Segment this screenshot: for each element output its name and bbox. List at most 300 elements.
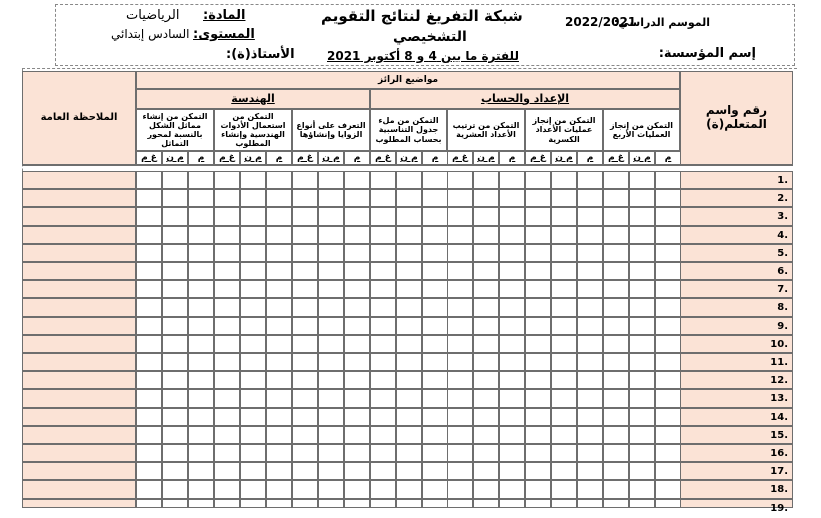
grade-cell[interactable]	[577, 371, 603, 389]
grade-cell[interactable]	[136, 207, 162, 225]
grade-cell[interactable]	[318, 335, 344, 353]
grade-cell[interactable]	[292, 244, 318, 262]
grade-cell[interactable]	[603, 189, 629, 207]
grade-cell[interactable]	[629, 226, 655, 244]
grade-cell[interactable]	[447, 389, 473, 407]
grade-cell[interactable]	[473, 499, 499, 508]
grade-cell[interactable]	[240, 280, 266, 298]
grade-cell[interactable]	[214, 317, 240, 335]
grade-cell[interactable]	[214, 244, 240, 262]
grade-cell[interactable]	[136, 480, 162, 498]
grade-cell[interactable]	[162, 317, 188, 335]
remarks-cell[interactable]	[22, 262, 136, 280]
grade-cell[interactable]	[499, 480, 525, 498]
grade-cell[interactable]	[292, 262, 318, 280]
grade-cell[interactable]	[396, 226, 422, 244]
grade-cell[interactable]	[266, 499, 292, 508]
grade-cell[interactable]	[344, 408, 370, 426]
grade-cell[interactable]	[370, 244, 396, 262]
grade-cell[interactable]	[577, 426, 603, 444]
grade-cell[interactable]	[370, 262, 396, 280]
grade-cell[interactable]	[499, 426, 525, 444]
grade-cell[interactable]	[551, 353, 577, 371]
grade-cell[interactable]	[240, 480, 266, 498]
grade-cell[interactable]	[577, 389, 603, 407]
grade-cell[interactable]	[344, 280, 370, 298]
grade-cell[interactable]	[136, 226, 162, 244]
grade-cell[interactable]	[370, 207, 396, 225]
grade-cell[interactable]	[577, 444, 603, 462]
grade-cell[interactable]	[603, 280, 629, 298]
grade-cell[interactable]	[396, 389, 422, 407]
grade-cell[interactable]	[525, 408, 551, 426]
grade-cell[interactable]	[396, 426, 422, 444]
grade-cell[interactable]	[655, 335, 681, 353]
grade-cell[interactable]	[525, 244, 551, 262]
grade-cell[interactable]	[655, 280, 681, 298]
grade-cell[interactable]	[473, 226, 499, 244]
grade-cell[interactable]	[240, 335, 266, 353]
grade-cell[interactable]	[603, 262, 629, 280]
grade-cell[interactable]	[370, 353, 396, 371]
grade-cell[interactable]	[344, 262, 370, 280]
student-name-cell[interactable]	[680, 335, 793, 353]
grade-cell[interactable]	[603, 444, 629, 462]
grade-cell[interactable]	[577, 280, 603, 298]
grade-cell[interactable]	[188, 244, 214, 262]
grade-cell[interactable]	[162, 462, 188, 480]
grade-cell[interactable]	[655, 499, 681, 508]
grade-cell[interactable]	[266, 462, 292, 480]
grade-cell[interactable]	[292, 298, 318, 316]
grade-cell[interactable]	[240, 244, 266, 262]
remarks-cell[interactable]	[22, 499, 136, 508]
grade-cell[interactable]	[188, 480, 214, 498]
grade-cell[interactable]	[136, 189, 162, 207]
grade-cell[interactable]	[603, 317, 629, 335]
grade-cell[interactable]	[655, 353, 681, 371]
grade-cell[interactable]	[473, 280, 499, 298]
grade-cell[interactable]	[629, 371, 655, 389]
grade-cell[interactable]	[292, 317, 318, 335]
grade-cell[interactable]	[240, 426, 266, 444]
grade-cell[interactable]	[447, 226, 473, 244]
grade-cell[interactable]	[396, 298, 422, 316]
grade-cell[interactable]	[266, 335, 292, 353]
grade-cell[interactable]	[188, 371, 214, 389]
grade-cell[interactable]	[551, 280, 577, 298]
grade-cell[interactable]	[240, 499, 266, 508]
grade-cell[interactable]	[240, 371, 266, 389]
grade-cell[interactable]	[422, 408, 448, 426]
grade-cell[interactable]	[162, 426, 188, 444]
grade-cell[interactable]	[473, 207, 499, 225]
grade-cell[interactable]	[629, 298, 655, 316]
grade-cell[interactable]	[473, 480, 499, 498]
grade-cell[interactable]	[396, 244, 422, 262]
student-name-cell[interactable]	[680, 262, 793, 280]
grade-cell[interactable]	[447, 189, 473, 207]
grade-cell[interactable]	[603, 353, 629, 371]
grade-cell[interactable]	[447, 262, 473, 280]
grade-cell[interactable]	[577, 462, 603, 480]
grade-cell[interactable]	[577, 298, 603, 316]
grade-cell[interactable]	[214, 207, 240, 225]
grade-cell[interactable]	[629, 317, 655, 335]
grade-cell[interactable]	[292, 189, 318, 207]
grade-cell[interactable]	[136, 171, 162, 189]
grade-cell[interactable]	[318, 371, 344, 389]
grade-cell[interactable]	[292, 371, 318, 389]
remarks-cell[interactable]	[22, 244, 136, 262]
grade-cell[interactable]	[447, 426, 473, 444]
grade-cell[interactable]	[162, 499, 188, 508]
grade-cell[interactable]	[422, 280, 448, 298]
remarks-cell[interactable]	[22, 280, 136, 298]
grade-cell[interactable]	[266, 207, 292, 225]
grade-cell[interactable]	[344, 444, 370, 462]
grade-cell[interactable]	[162, 408, 188, 426]
grade-cell[interactable]	[344, 426, 370, 444]
grade-cell[interactable]	[214, 389, 240, 407]
grade-cell[interactable]	[603, 371, 629, 389]
grade-cell[interactable]	[162, 171, 188, 189]
grade-cell[interactable]	[370, 171, 396, 189]
grade-cell[interactable]	[525, 317, 551, 335]
grade-cell[interactable]	[447, 408, 473, 426]
grade-cell[interactable]	[136, 499, 162, 508]
grade-cell[interactable]	[629, 189, 655, 207]
remarks-cell[interactable]	[22, 389, 136, 407]
grade-cell[interactable]	[370, 335, 396, 353]
grade-cell[interactable]	[551, 480, 577, 498]
student-name-cell[interactable]	[680, 462, 793, 480]
grade-cell[interactable]	[603, 335, 629, 353]
grade-cell[interactable]	[344, 298, 370, 316]
grade-cell[interactable]	[188, 262, 214, 280]
student-name-cell[interactable]	[680, 280, 793, 298]
grade-cell[interactable]	[603, 389, 629, 407]
grade-cell[interactable]	[499, 244, 525, 262]
grade-cell[interactable]	[240, 353, 266, 371]
grade-cell[interactable]	[162, 244, 188, 262]
grade-cell[interactable]	[240, 444, 266, 462]
grade-cell[interactable]	[655, 371, 681, 389]
grade-cell[interactable]	[396, 408, 422, 426]
grade-cell[interactable]	[292, 408, 318, 426]
grade-cell[interactable]	[396, 262, 422, 280]
grade-cell[interactable]	[525, 335, 551, 353]
student-name-cell[interactable]	[680, 408, 793, 426]
grade-cell[interactable]	[473, 426, 499, 444]
grade-cell[interactable]	[136, 335, 162, 353]
grade-cell[interactable]	[318, 298, 344, 316]
grade-cell[interactable]	[525, 353, 551, 371]
student-name-cell[interactable]	[680, 426, 793, 444]
student-name-cell[interactable]	[680, 480, 793, 498]
grade-cell[interactable]	[240, 262, 266, 280]
grade-cell[interactable]	[136, 280, 162, 298]
grade-cell[interactable]	[577, 335, 603, 353]
grade-cell[interactable]	[344, 171, 370, 189]
grade-cell[interactable]	[318, 226, 344, 244]
grade-cell[interactable]	[447, 353, 473, 371]
grade-cell[interactable]	[318, 317, 344, 335]
grade-cell[interactable]	[318, 171, 344, 189]
student-name-cell[interactable]	[680, 244, 793, 262]
student-name-cell[interactable]	[680, 317, 793, 335]
grade-cell[interactable]	[499, 317, 525, 335]
grade-cell[interactable]	[266, 244, 292, 262]
grade-cell[interactable]	[214, 171, 240, 189]
grade-cell[interactable]	[292, 335, 318, 353]
grade-cell[interactable]	[188, 207, 214, 225]
grade-cell[interactable]	[551, 262, 577, 280]
grade-cell[interactable]	[422, 426, 448, 444]
grade-cell[interactable]	[422, 244, 448, 262]
grade-cell[interactable]	[136, 298, 162, 316]
grade-cell[interactable]	[266, 444, 292, 462]
grade-cell[interactable]	[447, 171, 473, 189]
grade-cell[interactable]	[525, 226, 551, 244]
grade-cell[interactable]	[577, 262, 603, 280]
grade-cell[interactable]	[318, 389, 344, 407]
grade-cell[interactable]	[136, 444, 162, 462]
remarks-cell[interactable]	[22, 226, 136, 244]
grade-cell[interactable]	[396, 207, 422, 225]
grade-cell[interactable]	[603, 171, 629, 189]
grade-cell[interactable]	[370, 444, 396, 462]
grade-cell[interactable]	[136, 462, 162, 480]
grade-cell[interactable]	[551, 444, 577, 462]
grade-cell[interactable]	[525, 298, 551, 316]
remarks-cell[interactable]	[22, 335, 136, 353]
grade-cell[interactable]	[499, 462, 525, 480]
grade-cell[interactable]	[577, 189, 603, 207]
grade-cell[interactable]	[188, 335, 214, 353]
grade-cell[interactable]	[603, 426, 629, 444]
grade-cell[interactable]	[214, 280, 240, 298]
grade-cell[interactable]	[422, 353, 448, 371]
grade-cell[interactable]	[422, 480, 448, 498]
grade-cell[interactable]	[473, 335, 499, 353]
grade-cell[interactable]	[473, 389, 499, 407]
grade-cell[interactable]	[370, 389, 396, 407]
grade-cell[interactable]	[447, 207, 473, 225]
student-name-cell[interactable]	[680, 499, 793, 514]
grade-cell[interactable]	[214, 189, 240, 207]
grade-cell[interactable]	[214, 262, 240, 280]
grade-cell[interactable]	[396, 280, 422, 298]
grade-cell[interactable]	[499, 389, 525, 407]
remarks-cell[interactable]	[22, 480, 136, 498]
grade-cell[interactable]	[603, 298, 629, 316]
grade-cell[interactable]	[422, 389, 448, 407]
grade-cell[interactable]	[162, 371, 188, 389]
grade-cell[interactable]	[370, 408, 396, 426]
grade-cell[interactable]	[370, 426, 396, 444]
student-name-cell[interactable]	[680, 171, 793, 189]
grade-cell[interactable]	[396, 317, 422, 335]
grade-cell[interactable]	[136, 371, 162, 389]
grade-cell[interactable]	[188, 408, 214, 426]
grade-cell[interactable]	[473, 462, 499, 480]
grade-cell[interactable]	[447, 335, 473, 353]
grade-cell[interactable]	[629, 244, 655, 262]
grade-cell[interactable]	[499, 189, 525, 207]
grade-cell[interactable]	[136, 244, 162, 262]
remarks-cell[interactable]	[22, 207, 136, 225]
grade-cell[interactable]	[266, 171, 292, 189]
grade-cell[interactable]	[188, 444, 214, 462]
grade-cell[interactable]	[266, 317, 292, 335]
grade-cell[interactable]	[551, 189, 577, 207]
grade-cell[interactable]	[344, 462, 370, 480]
grade-cell[interactable]	[422, 335, 448, 353]
grade-cell[interactable]	[499, 371, 525, 389]
grade-cell[interactable]	[162, 226, 188, 244]
grade-cell[interactable]	[370, 462, 396, 480]
grade-cell[interactable]	[292, 426, 318, 444]
grade-cell[interactable]	[344, 207, 370, 225]
grade-cell[interactable]	[655, 244, 681, 262]
grade-cell[interactable]	[447, 462, 473, 480]
grade-cell[interactable]	[603, 244, 629, 262]
grade-cell[interactable]	[266, 371, 292, 389]
grade-cell[interactable]	[240, 298, 266, 316]
student-name-cell[interactable]	[680, 371, 793, 389]
grade-cell[interactable]	[162, 262, 188, 280]
grade-cell[interactable]	[370, 226, 396, 244]
grade-cell[interactable]	[188, 389, 214, 407]
grade-cell[interactable]	[525, 262, 551, 280]
grade-cell[interactable]	[655, 226, 681, 244]
grade-cell[interactable]	[551, 389, 577, 407]
grade-cell[interactable]	[344, 499, 370, 508]
grade-cell[interactable]	[292, 226, 318, 244]
remarks-cell[interactable]	[22, 408, 136, 426]
grade-cell[interactable]	[370, 298, 396, 316]
grade-cell[interactable]	[603, 408, 629, 426]
grade-cell[interactable]	[473, 262, 499, 280]
grade-cell[interactable]	[214, 335, 240, 353]
grade-cell[interactable]	[266, 408, 292, 426]
grade-cell[interactable]	[396, 462, 422, 480]
student-name-cell[interactable]	[680, 389, 793, 407]
grade-cell[interactable]	[318, 426, 344, 444]
grade-cell[interactable]	[551, 499, 577, 508]
grade-cell[interactable]	[214, 371, 240, 389]
grade-cell[interactable]	[136, 262, 162, 280]
grade-cell[interactable]	[396, 480, 422, 498]
grade-cell[interactable]	[162, 444, 188, 462]
grade-cell[interactable]	[422, 444, 448, 462]
grade-cell[interactable]	[473, 353, 499, 371]
grade-cell[interactable]	[240, 408, 266, 426]
grade-cell[interactable]	[214, 408, 240, 426]
grade-cell[interactable]	[551, 408, 577, 426]
grade-cell[interactable]	[603, 226, 629, 244]
grade-cell[interactable]	[292, 280, 318, 298]
grade-cell[interactable]	[344, 480, 370, 498]
grade-cell[interactable]	[266, 262, 292, 280]
grade-cell[interactable]	[136, 389, 162, 407]
grade-cell[interactable]	[266, 298, 292, 316]
grade-cell[interactable]	[577, 353, 603, 371]
grade-cell[interactable]	[240, 207, 266, 225]
grade-cell[interactable]	[629, 389, 655, 407]
grade-cell[interactable]	[629, 408, 655, 426]
grade-cell[interactable]	[551, 298, 577, 316]
grade-cell[interactable]	[629, 426, 655, 444]
grade-cell[interactable]	[188, 499, 214, 508]
grade-cell[interactable]	[162, 389, 188, 407]
grade-cell[interactable]	[551, 207, 577, 225]
remarks-cell[interactable]	[22, 353, 136, 371]
grade-cell[interactable]	[577, 171, 603, 189]
grade-cell[interactable]	[577, 226, 603, 244]
grade-cell[interactable]	[473, 171, 499, 189]
grade-cell[interactable]	[551, 226, 577, 244]
grade-cell[interactable]	[629, 207, 655, 225]
grade-cell[interactable]	[240, 462, 266, 480]
grade-cell[interactable]	[162, 298, 188, 316]
grade-cell[interactable]	[422, 298, 448, 316]
grade-cell[interactable]	[447, 444, 473, 462]
grade-cell[interactable]	[266, 189, 292, 207]
grade-cell[interactable]	[629, 462, 655, 480]
grade-cell[interactable]	[370, 480, 396, 498]
grade-cell[interactable]	[396, 335, 422, 353]
grade-cell[interactable]	[629, 280, 655, 298]
grade-cell[interactable]	[629, 262, 655, 280]
grade-cell[interactable]	[188, 171, 214, 189]
remarks-cell[interactable]	[22, 444, 136, 462]
student-name-cell[interactable]	[680, 298, 793, 316]
grade-cell[interactable]	[318, 189, 344, 207]
grade-cell[interactable]	[551, 426, 577, 444]
grade-cell[interactable]	[629, 480, 655, 498]
grade-cell[interactable]	[370, 189, 396, 207]
grade-cell[interactable]	[214, 426, 240, 444]
grade-cell[interactable]	[266, 389, 292, 407]
grade-cell[interactable]	[214, 480, 240, 498]
grade-cell[interactable]	[499, 353, 525, 371]
grade-cell[interactable]	[396, 171, 422, 189]
grade-cell[interactable]	[525, 207, 551, 225]
grade-cell[interactable]	[318, 480, 344, 498]
grade-cell[interactable]	[318, 499, 344, 508]
grade-cell[interactable]	[655, 408, 681, 426]
grade-cell[interactable]	[214, 353, 240, 371]
grade-cell[interactable]	[370, 317, 396, 335]
grade-cell[interactable]	[655, 462, 681, 480]
grade-cell[interactable]	[499, 207, 525, 225]
grade-cell[interactable]	[473, 444, 499, 462]
grade-cell[interactable]	[473, 244, 499, 262]
grade-cell[interactable]	[318, 280, 344, 298]
grade-cell[interactable]	[318, 353, 344, 371]
grade-cell[interactable]	[188, 189, 214, 207]
grade-cell[interactable]	[266, 480, 292, 498]
grade-cell[interactable]	[318, 244, 344, 262]
grade-cell[interactable]	[188, 226, 214, 244]
grade-cell[interactable]	[344, 189, 370, 207]
grade-cell[interactable]	[447, 280, 473, 298]
grade-cell[interactable]	[629, 335, 655, 353]
grade-cell[interactable]	[396, 353, 422, 371]
grade-cell[interactable]	[292, 480, 318, 498]
